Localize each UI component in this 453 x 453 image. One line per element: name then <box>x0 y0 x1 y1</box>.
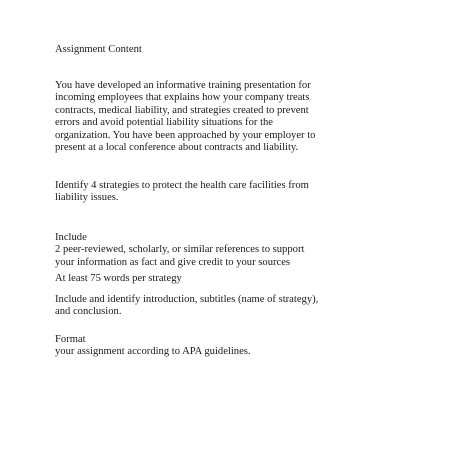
assignment-heading: Assignment Content <box>55 44 142 55</box>
word-count-paragraph: At least 75 words per strategy <box>55 273 182 284</box>
task-paragraph: Identify 4 strategies to protect the health care facilities from liability issues. <box>55 180 309 204</box>
intro-paragraph: You have developed an informative training presentation for incoming employees that explains how your company treats contracts, medical liability, and strategies created to prevent errors and avoid potential liability situations for the organization. You have been approached by your employer to present at a local conference about contracts and liability. <box>55 80 316 154</box>
include-paragraph: Include 2 peer-reviewed, scholarly, or similar references to support your information as fact and give credit to your sources <box>55 232 305 268</box>
structure-paragraph: Include and identify introduction, subtitles (name of strategy), and conclusion. <box>55 294 319 318</box>
format-paragraph: Format your assignment according to APA guidelines. <box>55 334 251 358</box>
